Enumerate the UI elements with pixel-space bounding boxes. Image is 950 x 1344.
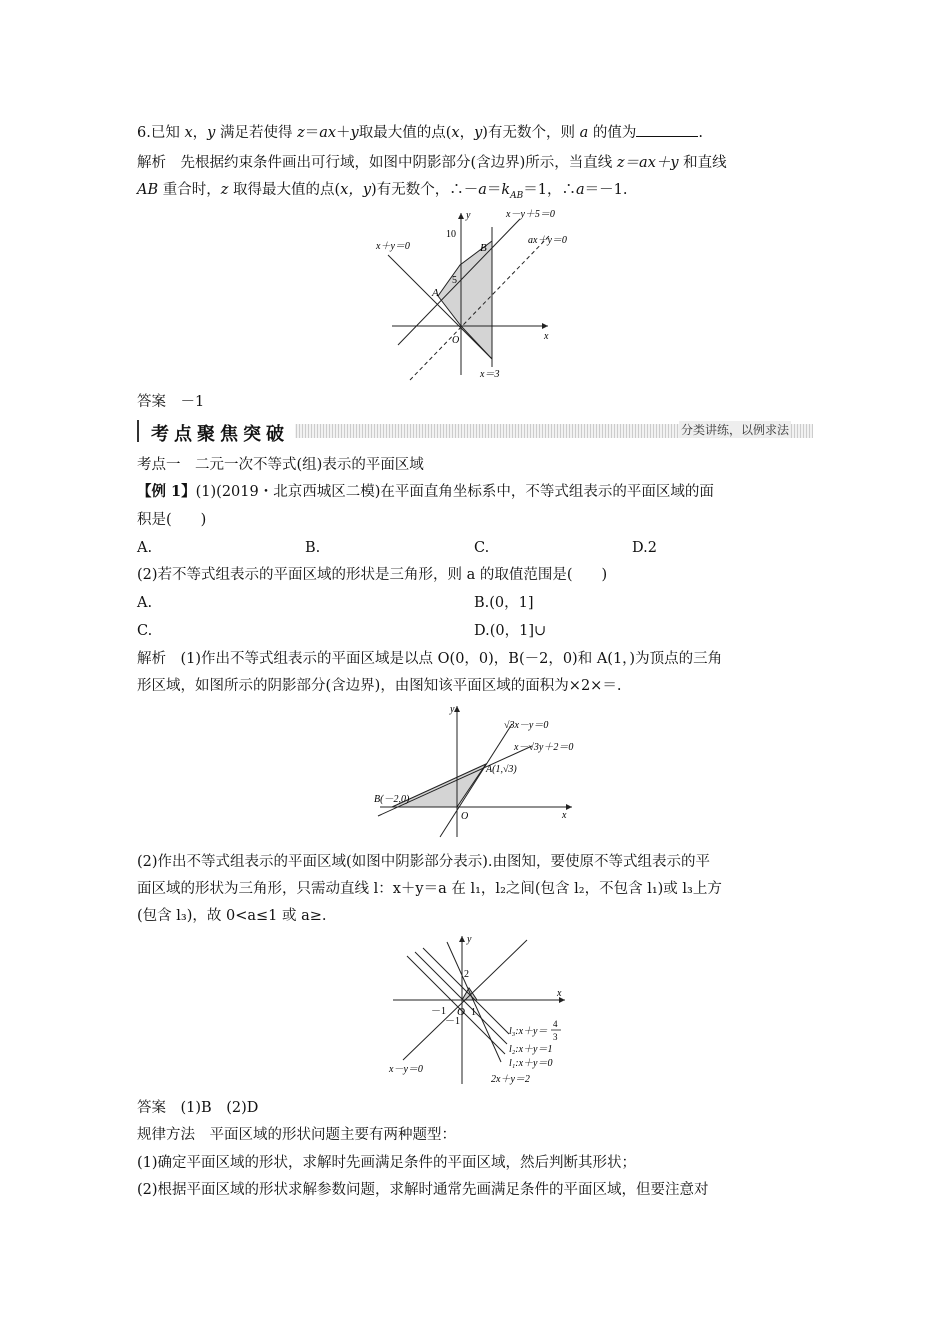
solution-2-line3: (包含 l₃)，故 0<a≤1 或 a≥. [137, 908, 327, 924]
var-y: y [207, 125, 216, 141]
solution-1-line1: 解析 (1)作出不等式组表示的平面区域是以点 O(0，0)，B(－2，0)和 A(1，)为顶点的三角 [137, 651, 723, 667]
label-A: A(1,√3) [486, 764, 517, 775]
x-axis-arrow [566, 804, 572, 810]
sol6-xy: x，y [340, 182, 372, 198]
option-2B: B.(0，1] [474, 595, 534, 611]
line-2x-plus-y [447, 942, 501, 1062]
section-banner [137, 418, 813, 444]
label-line3: x＋y＝0 [376, 241, 410, 252]
q6-text4: 的值为 [588, 125, 637, 141]
method-title: 规律方法 平面区域的形状问题主要有两种题型： [137, 1127, 456, 1143]
method-point-1: (1)确定平面区域的形状，求解时先画满足条件的平面区域，然后判断其形状； [137, 1155, 637, 1171]
example-1-line1 [137, 482, 714, 502]
sol6-a2: a [576, 182, 585, 198]
q6-eq: ＝ [304, 125, 320, 141]
y-axis-arrow [454, 706, 460, 712]
var-ax: ax [319, 125, 337, 141]
answer-blank [636, 122, 698, 137]
sol6-text2m: ＝－1. [584, 182, 628, 198]
option-1A: A. [137, 540, 153, 556]
example-1-line2: 积是( ) [137, 512, 207, 528]
label-O: O [461, 811, 469, 822]
label-y: y [466, 210, 471, 221]
label-line1: √3x－y＝0 [504, 720, 549, 731]
label-B: B [480, 242, 487, 254]
label-1: 1 [471, 1007, 476, 1018]
label-y: y [450, 704, 455, 715]
label-l1: l₁:x＋y＝0 [509, 1058, 553, 1069]
sol6-text2d: 取得最大值的点( [228, 182, 341, 198]
example-text1: (1)(2019・北京西城区二模)在平面直角坐标系中，不等式组表示的平面区域的面 [195, 484, 714, 500]
method-point-2: (2)根据平面区域的形状求解参数问题，求解时通常先画满足条件的平面区域，但要注意对 [137, 1182, 709, 1198]
label-l3: l₃:x＋y＝ [509, 1026, 548, 1037]
var-x2: x [451, 125, 460, 141]
label-minus1-y: －1 [445, 1016, 460, 1027]
option-1B: B. [305, 540, 321, 556]
topic-heading: 考点一 二元一次不等式(组)表示的平面区域 [137, 457, 424, 473]
label-x: x [544, 331, 549, 342]
label-line2: ax＋y＝0 [528, 235, 567, 246]
label-three: 3 [553, 1032, 558, 1042]
shaded-region [438, 241, 492, 359]
label-line2: x－√3y＋2＝0 [514, 742, 574, 753]
figure-feasible-region-1 [370, 205, 590, 385]
q6-text1: 满足若使得 [215, 125, 298, 141]
solution-2-line2: 面区域的形状为三角形，只需动直线 l：x＋y＝a 在 l₁，l₂之间(包含 l₂，不包含 l₁)或 l₃上方 [137, 881, 722, 897]
sol6-eq: ＝ [486, 182, 502, 198]
sol6-sub: AB [510, 190, 524, 201]
label-x: x [562, 810, 567, 821]
label-B: B(－2,0) [374, 794, 410, 805]
figure-moving-line [385, 932, 575, 1090]
q6-lead: 6.已知 [137, 125, 185, 141]
option-2A: A. [137, 595, 153, 611]
sol6-z: z [220, 182, 229, 198]
banner-title: 考点聚焦突破 [145, 420, 295, 446]
label-2: 2 [464, 969, 469, 980]
var-a: a [579, 125, 589, 141]
q6-sep2: ， [459, 125, 475, 141]
y-axis-arrow [458, 213, 464, 219]
answer-6: 答案 －1 [137, 394, 205, 410]
label-minus1-x: －1 [431, 1006, 446, 1017]
line-l3 [423, 948, 509, 1034]
example-1-part2: (2)若不等式组表示的平面区域的形状是三角形，则 a 的取值范围是( ) [137, 567, 608, 583]
sol6-text2k: ＝1，∴ [523, 182, 577, 198]
var-y2: y [350, 125, 359, 141]
q6-text2: 取最大值的点( [358, 125, 452, 141]
x-axis-arrow [542, 323, 548, 329]
line-l2 [415, 952, 507, 1044]
answer-example-1: 答案 (1)B (2)D [137, 1100, 259, 1116]
solution-6-line1 [137, 153, 727, 173]
label-O: O [457, 1006, 465, 1018]
label-x-minus-y: x－y＝0 [389, 1064, 423, 1075]
solution-6-line2 [137, 180, 628, 206]
option-2C: C. [137, 623, 153, 639]
label-10: 10 [446, 229, 456, 240]
option-1D: D.2 [632, 540, 657, 556]
label-2x-plus-y: 2x＋y＝2 [491, 1074, 530, 1085]
label-l2: l₂:x＋y＝1 [509, 1044, 553, 1055]
var-x: x [184, 125, 193, 141]
q6-end: . [698, 125, 703, 141]
sol6-ab: AB [137, 182, 159, 198]
sol6-k: k [501, 182, 511, 198]
label-A: A [432, 287, 439, 299]
y-axis-arrow [459, 936, 465, 942]
q6-sep: ， [192, 125, 208, 141]
option-1C: C. [474, 540, 490, 556]
sol6-text1a: 解析 先根据约束条件画出可行域，如图中阴影部分(含边界)所示，当直线 [137, 155, 617, 171]
label-four: 4 [553, 1019, 558, 1029]
figure-triangle-region [372, 700, 582, 840]
solution-2-line1: (2)作出不等式组表示的平面区域(如图中阴影部分表示).由图知，要使原不等式组表示的平 [137, 854, 710, 870]
sol6-a: a [478, 182, 487, 198]
solution-1-line2: 形区域，如图所示的阴影部分(含边界)，由图知该平面区域的面积为×2×＝. [137, 678, 622, 694]
label-5: 5 [452, 275, 457, 286]
option-2D: D.(0，1]∪ [474, 623, 547, 639]
problem-6 [137, 122, 703, 143]
var-z: z [297, 125, 305, 141]
example-label: 【例 1】 [137, 483, 196, 500]
banner-tag: 分类讲练，以例求法 [680, 423, 789, 437]
label-x: x [557, 988, 562, 999]
sol6-text2b: 重合时， [158, 182, 221, 198]
sol6-text2f: )有无数个，∴－ [371, 182, 479, 198]
label-line1: x－y＋5＝0 [506, 209, 555, 220]
var-y3: y [474, 125, 483, 141]
label-x3: x＝3 [480, 369, 500, 380]
banner-left-rule [137, 420, 139, 442]
q6-plus: ＋ [336, 125, 351, 141]
sol6-text1c: 和直线 [678, 155, 727, 171]
label-O: O [452, 335, 460, 346]
sol6-expr: z＝ax＋y [616, 155, 679, 171]
q6-text3: )有无数个，则 [482, 125, 580, 141]
label-y: y [467, 934, 472, 945]
